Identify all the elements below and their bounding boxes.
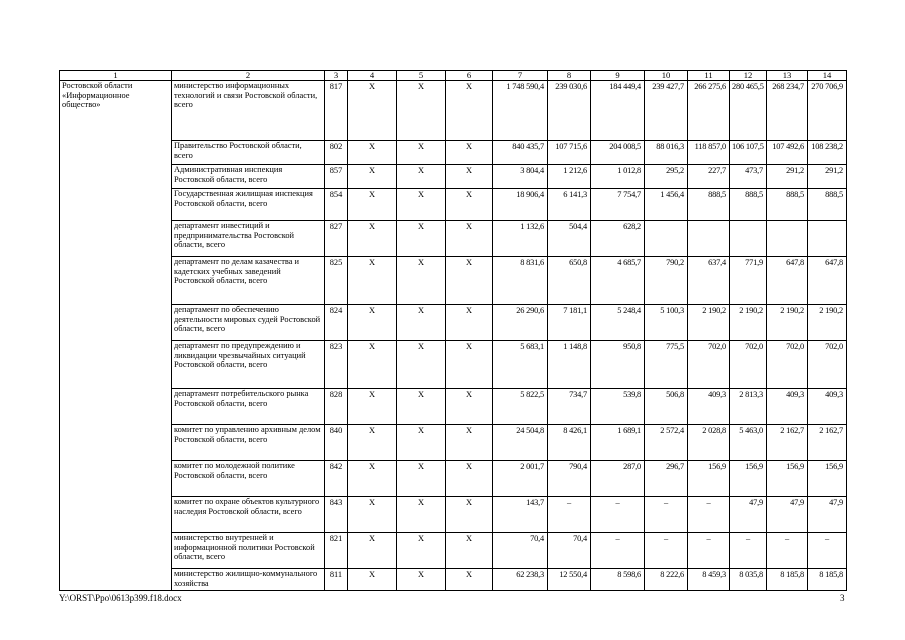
amount-cell: – [767,533,808,569]
header-cell: 1 [60,71,172,81]
amount-cell: 950,8 [591,341,645,389]
amount-cell: 291,2 [767,165,808,189]
amount-cell: 1 689,1 [591,425,645,461]
amount-cell: 702,0 [688,341,730,389]
amount-cell: 2 190,2 [688,305,730,341]
table-row [60,425,847,461]
code-cell: 821 [325,533,348,569]
amount-cell: 1 012,8 [591,165,645,189]
col6-cell: X [446,141,493,165]
col6-cell: X [446,189,493,221]
amount-cell: 5 463,0 [730,425,767,461]
amount-cell: – [645,497,688,533]
amount-cell: 107 715,6 [548,141,591,165]
table-row [60,305,847,341]
amount-cell: 2 190,2 [808,305,847,341]
amount-cell: 790,4 [548,461,591,497]
header-cell: 3 [325,71,348,81]
amount-cell: – [688,533,730,569]
amount-cell: – [688,497,730,533]
executor-name-cell: министерство информационных технологий и связи Ростовской области, всего [172,81,325,141]
amount-cell: 295,2 [645,165,688,189]
header-cell: 9 [591,71,645,81]
amount-cell: 650,8 [548,257,591,305]
amount-cell: 5 683,1 [493,341,548,389]
col6-cell: X [446,305,493,341]
amount-cell [767,221,808,257]
amount-cell: 156,9 [767,461,808,497]
col6-cell: X [446,81,493,141]
executor-name-cell: департамент по предупреждению и ликвидации чрезвычайных ситуаций Ростовской области, всего [172,341,325,389]
amount-cell: 506,8 [645,389,688,425]
col4-cell: X [348,389,397,425]
amount-cell: 628,2 [591,221,645,257]
table-row [60,81,847,141]
col5-cell: X [397,461,446,497]
amount-cell: 734,7 [548,389,591,425]
executor-name-cell: департамент инвестиций и предпринимательства Ростовской области, всего [172,221,325,257]
amount-cell: 2 162,7 [808,425,847,461]
header-cell: 13 [767,71,808,81]
amount-cell: 1 132,6 [493,221,548,257]
executor-name-cell: департамент по обеспечению деятельности мировых судей Ростовской области, всего [172,305,325,341]
col5-cell: X [397,81,446,141]
amount-cell: 287,0 [591,461,645,497]
amount-cell: 2 813,3 [730,389,767,425]
col6-cell: X [446,341,493,389]
amount-cell: 106 107,5 [730,141,767,165]
amount-cell: 239 030,6 [548,81,591,141]
amount-cell: 8 035,8 [730,569,767,591]
code-cell: 857 [325,165,348,189]
amount-cell: 888,5 [730,189,767,221]
code-cell: 828 [325,389,348,425]
executor-name-cell: департамент потребительского рынка Ростовской области, всего [172,389,325,425]
col4-cell: X [348,461,397,497]
amount-cell: 888,5 [767,189,808,221]
code-cell: 817 [325,81,348,141]
amount-cell: 637,4 [688,257,730,305]
executor-name-cell: министерство внутренней и информационной политики Ростовской области, всего [172,533,325,569]
col4-cell: X [348,221,397,257]
header-cell: 8 [548,71,591,81]
header-cell: 12 [730,71,767,81]
table-row [60,533,847,569]
table-row [60,189,847,221]
code-cell: 811 [325,569,348,591]
amount-cell: 47,9 [767,497,808,533]
amount-cell: 539,8 [591,389,645,425]
amount-cell: 5 100,3 [645,305,688,341]
code-cell: 827 [325,221,348,257]
amount-cell: 2 001,7 [493,461,548,497]
col6-cell: X [446,533,493,569]
amount-cell: 473,7 [730,165,767,189]
col5-cell: X [397,425,446,461]
col5-cell: X [397,533,446,569]
col4-cell: X [348,81,397,141]
header-cell: 11 [688,71,730,81]
amount-cell: 8 185,8 [808,569,847,591]
amount-cell: – [645,533,688,569]
col4-cell: X [348,533,397,569]
amount-cell: 702,0 [808,341,847,389]
table-row [60,257,847,305]
header-cell: 7 [493,71,548,81]
code-cell: 843 [325,497,348,533]
amount-cell: 18 906,4 [493,189,548,221]
amount-cell: 3 804,4 [493,165,548,189]
amount-cell: 5 822,5 [493,389,548,425]
amount-cell: 107 492,6 [767,141,808,165]
col5-cell: X [397,221,446,257]
amount-cell: – [730,533,767,569]
amount-cell: 6 141,3 [548,189,591,221]
amount-cell: 156,9 [730,461,767,497]
amount-cell: 291,2 [808,165,847,189]
amount-cell: 8 426,1 [548,425,591,461]
table-row [60,221,847,257]
amount-cell: 888,5 [808,189,847,221]
amount-cell: 70,4 [548,533,591,569]
amount-cell: 702,0 [730,341,767,389]
page-number: 3 [840,593,845,603]
amount-cell: 409,3 [767,389,808,425]
table-row [60,389,847,425]
amount-cell: 775,5 [645,341,688,389]
amount-cell: 8 831,6 [493,257,548,305]
amount-cell: 266 275,6 [688,81,730,141]
table-row [60,165,847,189]
col5-cell: X [397,497,446,533]
amount-cell: 270 706,9 [808,81,847,141]
col6-cell: X [446,221,493,257]
col6-cell: X [446,497,493,533]
code-cell: 840 [325,425,348,461]
amount-cell: 8 185,8 [767,569,808,591]
amount-cell: 26 290,6 [493,305,548,341]
col4-cell: X [348,569,397,591]
code-cell: 824 [325,305,348,341]
code-cell: 854 [325,189,348,221]
amount-cell: 280 465,5 [730,81,767,141]
amount-cell: 2 162,7 [767,425,808,461]
amount-cell: 184 449,4 [591,81,645,141]
amount-cell: – [591,533,645,569]
amount-cell: 108 238,2 [808,141,847,165]
amount-cell: – [548,497,591,533]
amount-cell: 409,3 [808,389,847,425]
amount-cell: 790,2 [645,257,688,305]
amount-cell: 296,7 [645,461,688,497]
code-cell: 825 [325,257,348,305]
amount-cell: 8 598,6 [591,569,645,591]
amount-cell: 24 504,8 [493,425,548,461]
col4-cell: X [348,141,397,165]
col4-cell: X [348,305,397,341]
amount-cell: 227,7 [688,165,730,189]
amount-cell: 7 754,7 [591,189,645,221]
col5-cell: X [397,257,446,305]
col5-cell: X [397,569,446,591]
amount-cell: 12 550,4 [548,569,591,591]
executor-name-cell: Административная инспекция Ростовской области, всего [172,165,325,189]
amount-cell: 143,7 [493,497,548,533]
table-row [60,497,847,533]
col5-cell: X [397,389,446,425]
table-row [60,461,847,497]
header-cell: 10 [645,71,688,81]
amount-cell: 504,4 [548,221,591,257]
amount-cell: 156,9 [808,461,847,497]
amount-cell: 8 222,6 [645,569,688,591]
amount-cell: 840 435,7 [493,141,548,165]
header-cell: 5 [397,71,446,81]
amount-cell: – [808,533,847,569]
col5-cell: X [397,165,446,189]
header-cell: 14 [808,71,847,81]
code-cell: 802 [325,141,348,165]
col6-cell: X [446,389,493,425]
footer-file-path: Y:\ORST\Ppo\0613p399.f18.docx [59,593,182,603]
col4-cell: X [348,165,397,189]
col4-cell: X [348,425,397,461]
col5-cell: X [397,341,446,389]
col6-cell: X [446,425,493,461]
executor-name-cell: Правительство Ростовской области, всего [172,141,325,165]
amount-cell [688,221,730,257]
amount-cell: 2 190,2 [767,305,808,341]
amount-cell: 1 148,8 [548,341,591,389]
amount-cell [645,221,688,257]
amount-cell: 409,3 [688,389,730,425]
amount-cell: 118 857,0 [688,141,730,165]
col4-cell: X [348,257,397,305]
col6-cell: X [446,257,493,305]
amount-cell: 88 016,3 [645,141,688,165]
amount-cell: 888,5 [688,189,730,221]
table-row [60,341,847,389]
amount-cell [808,221,847,257]
header-cell: 6 [446,71,493,81]
code-cell: 823 [325,341,348,389]
amount-cell: 8 459,3 [688,569,730,591]
amount-cell: 70,4 [493,533,548,569]
amount-cell: 1 456,4 [645,189,688,221]
executor-name-cell: комитет по управлению архивным делом Ростовской области, всего [172,425,325,461]
executor-name-cell: комитет по охране объектов культурного наследия Ростовской области, всего [172,497,325,533]
table-row [60,141,847,165]
amount-cell: 156,9 [688,461,730,497]
amount-cell: 2 572,4 [645,425,688,461]
col4-cell: X [348,341,397,389]
amount-cell: 2 190,2 [730,305,767,341]
program-name-cell: Ростовской области «Информационное общество» [60,81,172,591]
amount-cell: 204 008,5 [591,141,645,165]
header-cell: 4 [348,71,397,81]
col5-cell: X [397,305,446,341]
amount-cell: 647,8 [808,257,847,305]
col6-cell: X [446,569,493,591]
executor-name-cell: Государственная жилищная инспекция Ростовской области, всего [172,189,325,221]
amount-cell: 47,9 [808,497,847,533]
code-cell: 842 [325,461,348,497]
amount-cell: 47,9 [730,497,767,533]
amount-cell: 647,8 [767,257,808,305]
amount-cell: 1 748 590,4 [493,81,548,141]
amount-cell: 239 427,7 [645,81,688,141]
amount-cell: 7 181,1 [548,305,591,341]
amount-cell: 268 234,7 [767,81,808,141]
header-cell: 2 [172,71,325,81]
amount-cell: 4 685,7 [591,257,645,305]
col4-cell: X [348,497,397,533]
col6-cell: X [446,165,493,189]
amount-cell: 702,0 [767,341,808,389]
amount-cell: – [591,497,645,533]
amount-cell: 62 238,3 [493,569,548,591]
amount-cell: 2 028,8 [688,425,730,461]
amount-cell: 5 248,4 [591,305,645,341]
executor-name-cell: департамент по делам казачества и кадетских учебных заведений Ростовской области, всего [172,257,325,305]
col4-cell: X [348,189,397,221]
table-body [60,71,847,591]
col6-cell: X [446,461,493,497]
amount-cell: 1 212,6 [548,165,591,189]
col5-cell: X [397,189,446,221]
budget-table [59,70,847,591]
header-row [60,71,847,81]
amount-cell [730,221,767,257]
amount-cell: 771,9 [730,257,767,305]
executor-name-cell: комитет по молодежной политике Ростовской области, всего [172,461,325,497]
table-row [60,569,847,591]
executor-name-cell: министерство жилищно-коммунального хозяйства [172,569,325,591]
col5-cell: X [397,141,446,165]
